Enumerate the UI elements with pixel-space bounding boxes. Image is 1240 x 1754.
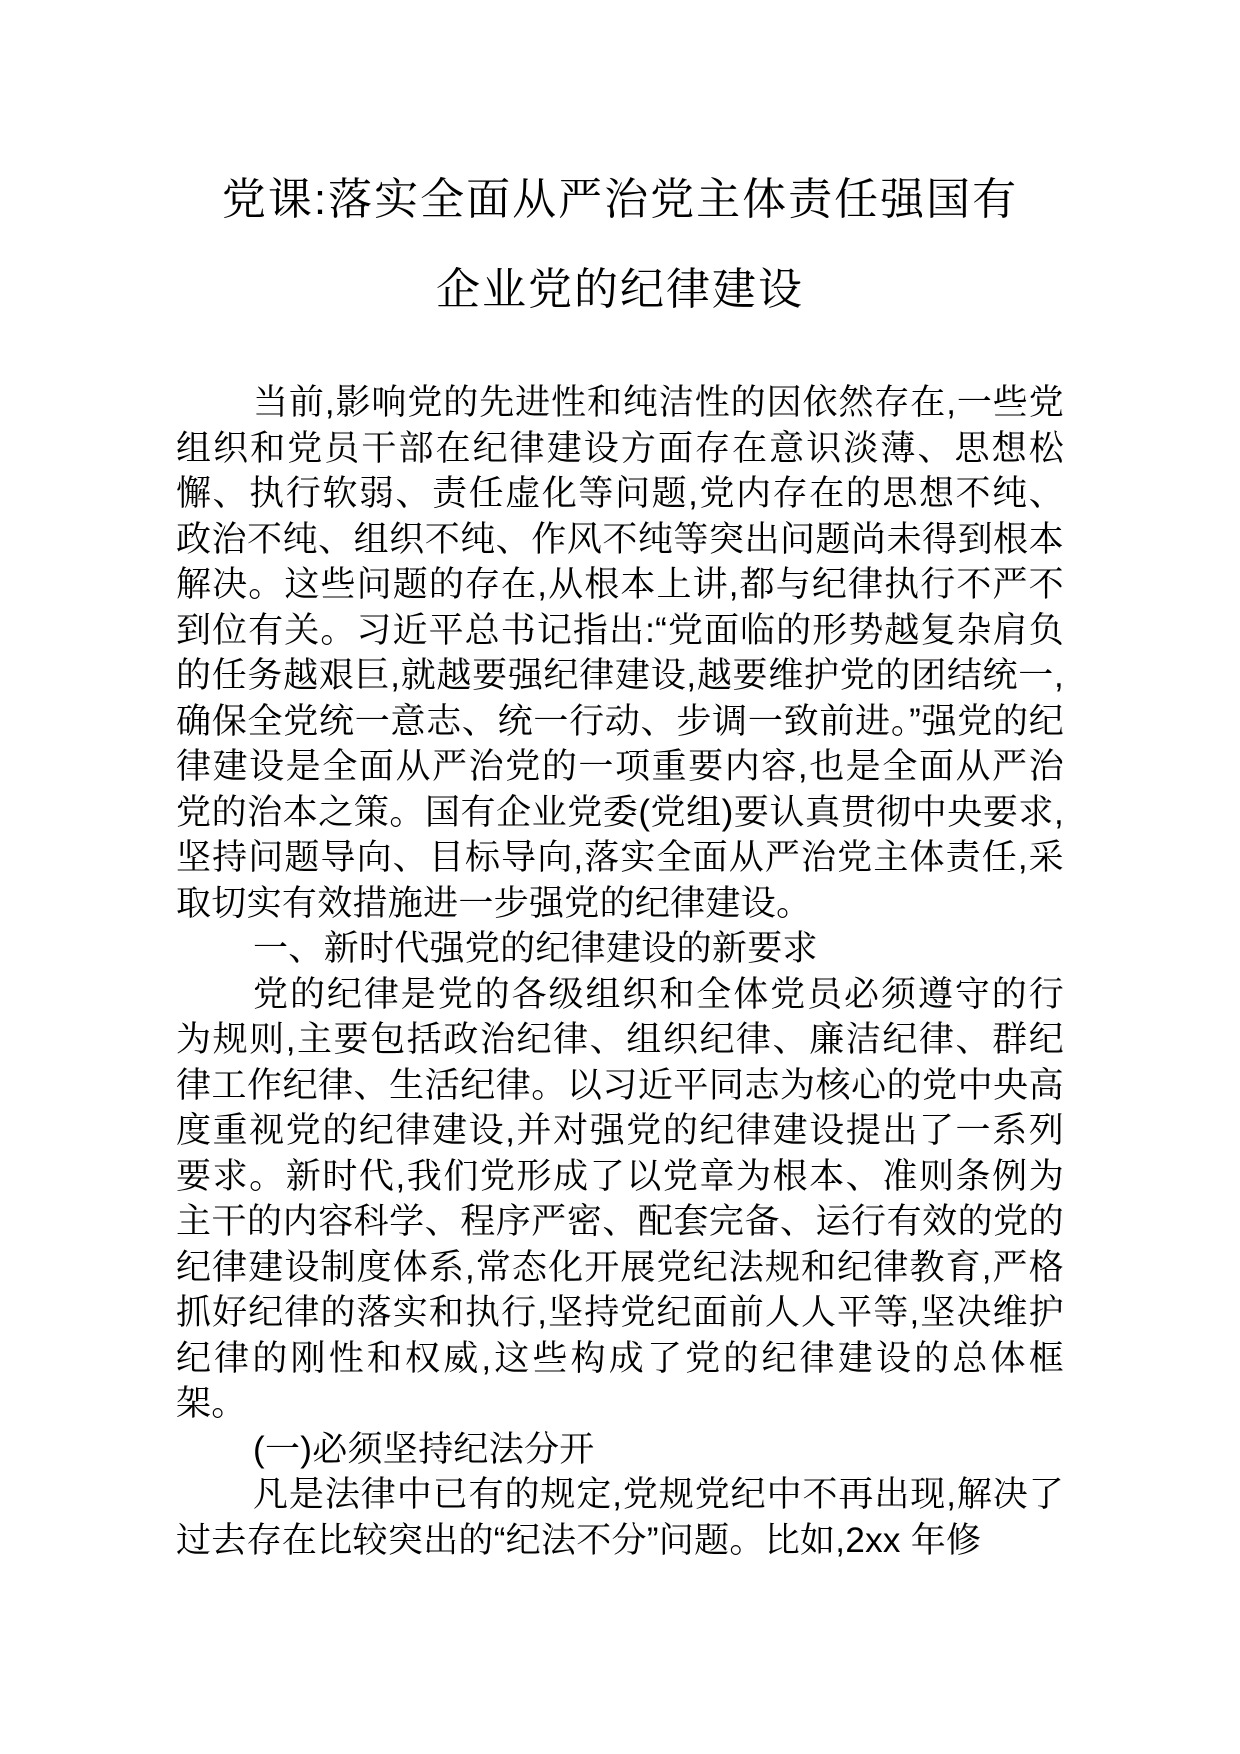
subsection-heading-jifa-separation: (一)必须坚持纪法分开 [253, 1429, 595, 1469]
document-title-line-2: 企业党的纪律建设 [436, 265, 804, 314]
section-heading-new-era-requirements: 一、新时代强党的纪律建设的新要求 [253, 929, 818, 968]
document-title-line-1: 党课:落实全面从严治党主体责任强国有 [221, 175, 1019, 224]
document-content [0, 155, 1240, 1563]
document-title [176, 155, 1064, 335]
paragraph-discipline-overview: 党的纪律是党的各级组织和全体党员必须遵守的行为规则,主要包括政治纪律、组织纪律、廉洁纪律、群纪律工作纪律、生活纪律。以习近平同志为核心的党中央高度重视党的纪律建设,并对强党的纪律建设提出了一系列要求。新时代,我们党形成了以党章为根本、准则条例为主干的内容科学、程序严密、配套完备、运行有效的党的纪律建设制度体系,常态化开展党纪法规和纪律教育,严格抓好纪律的落实和执行,坚持党纪面前人人平等,坚决维护纪律的刚性和权威,这些构成了党的纪律建设的总体框架。 [176, 974, 1064, 1423]
paragraph-intro: 当前,影响党的先进性和纯洁性的因依然存在,一些党组织和党员干部在纪律建设方面存在意识淡薄、思想松懈、执行软弱、责任虚化等问题,党内存在的思想不纯、政治不纯、组织不纯、作风不纯等突出问题尚未得到根本解决。这些问题的存在,从根本上讲,都与纪律执行不严不到位有关。习近平总书记指出:“党面临的形势越复杂肩负的任务越艰巨,就越要强纪律建设,越要维护党的团结统一,确保全党统一意志、统一行动、步调一致前进。”强党的纪律建设是全面从严治党的一项重要内容,也是全面从严治党的治本之策。国有企业党委(党组)要认真贯彻中央要求,坚持问题导向、目标导向,落实全面从严治党主体责任,采取切实有效措施进一步强党的纪律建设。 [176, 383, 1064, 923]
paragraph-jifa-separation-body: 凡是法律中已有的规定,党规党纪中不再出现,解决了过去存在比较突出的“纪法不分”问题。比如,2xx 年修 [176, 1475, 1064, 1560]
